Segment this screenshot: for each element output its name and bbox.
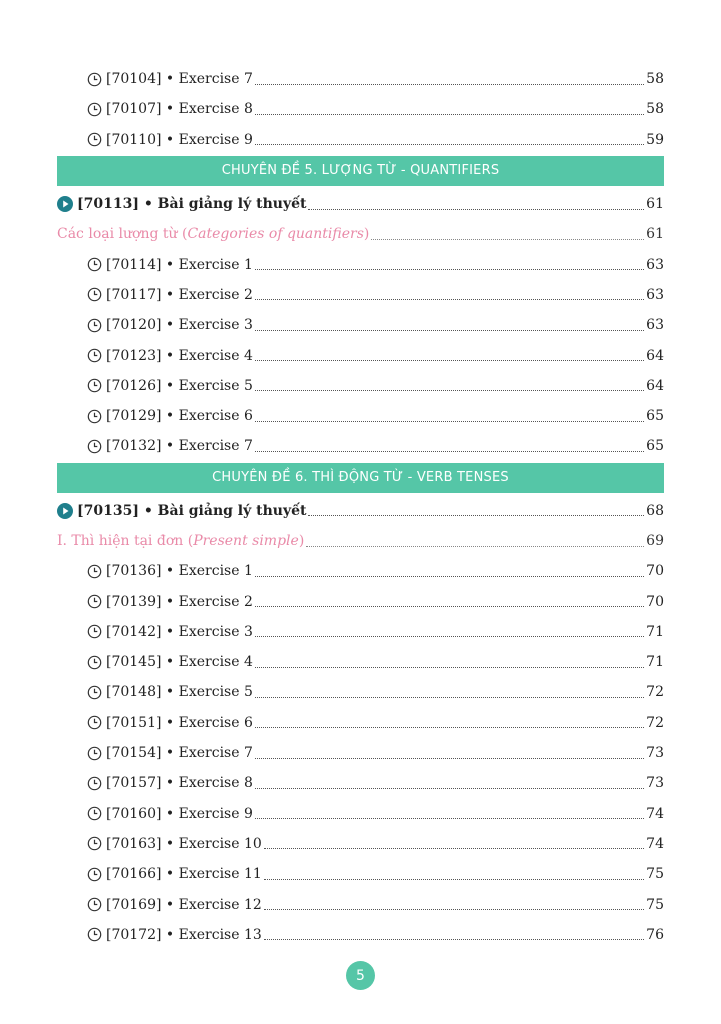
entry-separator: • xyxy=(161,745,179,762)
entry-label: Exercise 9 xyxy=(178,131,253,148)
clock-icon xyxy=(87,867,102,882)
entry-separator: • xyxy=(161,438,179,455)
entry-page-number: 74 xyxy=(646,835,664,852)
entry-code: [70117] xyxy=(106,286,162,303)
entry-title xyxy=(106,897,262,913)
dot-leader xyxy=(264,909,644,910)
entry-separator: • xyxy=(161,805,179,822)
clock-icon xyxy=(87,806,102,821)
entry-title xyxy=(77,196,306,212)
dot-leader xyxy=(264,848,644,849)
entry-page-number: 75 xyxy=(646,896,664,913)
entry-page-number: 73 xyxy=(646,775,664,792)
entry-label: Exercise 9 xyxy=(178,805,253,822)
toc-exercise-entry[interactable] xyxy=(57,799,664,829)
clock-icon xyxy=(87,927,102,942)
entry-title xyxy=(106,408,253,424)
dot-leader xyxy=(255,114,644,115)
toc-exercise-entry[interactable] xyxy=(57,94,664,124)
dot-leader xyxy=(255,606,644,607)
toc-exercise-entry[interactable] xyxy=(57,586,664,616)
entry-page-number: 72 xyxy=(646,684,664,701)
entry-label-end: ) xyxy=(298,533,305,549)
entry-page-number: 76 xyxy=(646,926,664,943)
toc-exercise-entry[interactable] xyxy=(57,708,664,738)
toc-exercise-entry[interactable] xyxy=(57,340,664,370)
entry-separator: • xyxy=(161,377,179,394)
toc-exercise-entry[interactable] xyxy=(57,617,664,647)
entry-code: [70169] xyxy=(106,896,162,913)
dot-leader xyxy=(255,576,644,577)
entry-code: [70145] xyxy=(106,654,162,671)
clock-icon xyxy=(87,409,102,424)
toc-exercise-entry[interactable] xyxy=(57,556,664,586)
entry-separator: • xyxy=(161,775,179,792)
dot-leader xyxy=(255,636,644,637)
play-video-icon xyxy=(57,196,73,212)
entry-label: Exercise 1 xyxy=(178,563,253,580)
section-header: CHUYÊN ĐỀ 6. THÌ ĐỘNG TỪ - VERB TENSES xyxy=(57,463,664,493)
entry-page-number: 65 xyxy=(646,438,664,455)
dot-leader xyxy=(255,727,644,728)
clock-icon xyxy=(87,439,102,454)
entry-code: [70132] xyxy=(106,438,162,455)
entry-page-number: 58 xyxy=(646,101,664,118)
entry-separator: • xyxy=(161,101,179,118)
dot-leader xyxy=(255,144,644,145)
entry-title xyxy=(106,715,253,731)
dot-leader xyxy=(371,239,644,240)
toc-exercise-entry[interactable] xyxy=(57,889,664,919)
entry-code: [70157] xyxy=(106,775,162,792)
entry-label: I. Thì hiện tại đơn ( xyxy=(57,533,194,549)
entry-separator: • xyxy=(138,196,158,213)
clock-icon xyxy=(87,102,102,117)
entry-label: Bài giảng lý thuyết xyxy=(157,502,307,519)
entry-code: [70148] xyxy=(106,684,162,701)
entry-page-number: 72 xyxy=(646,714,664,731)
clock-icon xyxy=(87,655,102,670)
entry-label: Exercise 5 xyxy=(178,377,253,394)
entry-page-number: 65 xyxy=(646,408,664,425)
entry-title xyxy=(106,624,253,640)
entry-title xyxy=(57,226,369,242)
entry-separator: • xyxy=(161,866,179,883)
entry-label: Exercise 11 xyxy=(178,866,262,883)
entry-code: [70114] xyxy=(106,256,162,273)
entry-label: Exercise 12 xyxy=(178,896,262,913)
entry-separator: • xyxy=(161,684,179,701)
entry-page-number: 63 xyxy=(646,286,664,303)
entry-page-number: 64 xyxy=(646,347,664,364)
entry-page-number: 71 xyxy=(646,654,664,671)
dot-leader xyxy=(264,879,644,880)
toc-exercise-entry[interactable] xyxy=(57,738,664,768)
page-number-badge: 5 xyxy=(346,961,375,990)
entry-code: [70136] xyxy=(106,563,162,580)
entry-separator: • xyxy=(161,256,179,273)
entry-title xyxy=(106,101,253,117)
entry-title xyxy=(106,257,253,273)
entry-title xyxy=(106,287,253,303)
dot-leader xyxy=(308,515,644,516)
entry-title xyxy=(106,927,262,943)
toc-exercise-entry[interactable] xyxy=(57,401,664,431)
toc-lecture-entry[interactable] xyxy=(57,189,664,219)
entry-code: [70160] xyxy=(106,805,162,822)
entry-separator: • xyxy=(161,317,179,334)
dot-leader xyxy=(255,421,644,422)
entry-label: Exercise 2 xyxy=(178,593,253,610)
entry-title xyxy=(106,654,253,670)
entry-title xyxy=(106,775,253,791)
entry-label: Exercise 7 xyxy=(178,438,253,455)
entry-code: [70154] xyxy=(106,745,162,762)
dot-leader xyxy=(255,451,644,452)
entry-title xyxy=(106,132,253,148)
entry-code: [70107] xyxy=(106,101,162,118)
entry-label: Bài giảng lý thuyết xyxy=(157,196,307,213)
entry-page-number: 61 xyxy=(646,226,664,243)
dot-leader xyxy=(264,939,644,940)
entry-separator: • xyxy=(161,131,179,148)
entry-label: Exercise 13 xyxy=(178,926,262,943)
entry-title xyxy=(106,378,253,394)
entry-label-english: Present simple xyxy=(193,533,299,549)
entry-page-number: 59 xyxy=(646,131,664,148)
entry-label-end: ) xyxy=(363,226,370,243)
toc-exercise-entry[interactable] xyxy=(57,64,664,94)
entry-separator: • xyxy=(161,926,179,943)
toc-exercise-entry[interactable] xyxy=(57,768,664,798)
clock-icon xyxy=(87,715,102,730)
entry-code: [70110] xyxy=(106,131,162,148)
clock-icon xyxy=(87,594,102,609)
entry-title xyxy=(57,533,304,549)
clock-icon xyxy=(87,836,102,851)
entry-code: [70113] xyxy=(77,196,139,213)
entry-title xyxy=(106,563,253,579)
entry-separator: • xyxy=(161,714,179,731)
clock-icon xyxy=(87,685,102,700)
entry-page-number: 70 xyxy=(646,593,664,610)
entry-title xyxy=(106,317,253,333)
entry-page-number: 71 xyxy=(646,623,664,640)
clock-icon xyxy=(87,318,102,333)
dot-leader xyxy=(255,390,644,391)
entry-label: Exercise 10 xyxy=(178,835,262,852)
entry-page-number: 64 xyxy=(646,377,664,394)
clock-icon xyxy=(87,348,102,363)
entry-code: [70104] xyxy=(106,71,162,88)
entry-separator: • xyxy=(138,502,158,519)
dot-leader xyxy=(255,818,644,819)
toc-lecture-entry[interactable] xyxy=(57,496,664,526)
entry-title xyxy=(106,438,253,454)
entry-separator: • xyxy=(161,593,179,610)
entry-code: [70129] xyxy=(106,408,162,425)
entry-label: Exercise 6 xyxy=(178,408,253,425)
clock-icon xyxy=(87,746,102,761)
toc-exercise-entry[interactable] xyxy=(57,647,664,677)
entry-code: [70151] xyxy=(106,714,162,731)
entry-title xyxy=(106,71,253,87)
clock-icon xyxy=(87,257,102,272)
entry-label: Exercise 4 xyxy=(178,347,253,364)
entry-label: Exercise 2 xyxy=(178,286,253,303)
table-of-contents xyxy=(57,64,664,950)
entry-separator: • xyxy=(161,563,179,580)
clock-icon xyxy=(87,132,102,147)
entry-page-number: 69 xyxy=(646,533,664,549)
entry-title xyxy=(77,503,306,519)
entry-label: Exercise 6 xyxy=(178,714,253,731)
entry-code: [70163] xyxy=(106,835,162,852)
play-video-icon xyxy=(57,503,73,519)
toc-subsection-entry[interactable] xyxy=(57,526,664,556)
entry-label-english: Categories of quantifiers xyxy=(187,226,364,243)
entry-code: [70142] xyxy=(106,623,162,640)
clock-icon xyxy=(87,378,102,393)
entry-title xyxy=(106,594,253,610)
entry-separator: • xyxy=(161,347,179,364)
entry-page-number: 63 xyxy=(646,256,664,273)
entry-page-number: 75 xyxy=(646,866,664,883)
dot-leader xyxy=(255,84,644,85)
entry-code: [70166] xyxy=(106,866,162,883)
entry-page-number: 74 xyxy=(646,805,664,822)
entry-title xyxy=(106,806,253,822)
clock-icon xyxy=(87,287,102,302)
entry-code: [70120] xyxy=(106,317,162,334)
toc-exercise-entry[interactable] xyxy=(57,249,664,279)
entry-label: Exercise 1 xyxy=(178,256,253,273)
entry-label: Exercise 5 xyxy=(178,684,253,701)
toc-exercise-entry[interactable] xyxy=(57,125,664,155)
entry-label: Exercise 7 xyxy=(178,745,253,762)
entry-separator: • xyxy=(161,623,179,640)
toc-exercise-entry[interactable] xyxy=(57,859,664,889)
entry-page-number: 68 xyxy=(646,502,664,519)
dot-leader xyxy=(255,788,644,789)
toc-exercise-entry[interactable] xyxy=(57,431,664,461)
entry-separator: • xyxy=(161,896,179,913)
entry-label: Exercise 3 xyxy=(178,317,253,334)
entry-label: Exercise 3 xyxy=(178,623,253,640)
dot-leader xyxy=(255,667,644,668)
entry-label: Exercise 8 xyxy=(178,775,253,792)
toc-subsection-entry[interactable] xyxy=(57,219,664,249)
entry-separator: • xyxy=(161,408,179,425)
entry-code: [70139] xyxy=(106,593,162,610)
toc-exercise-entry[interactable] xyxy=(57,310,664,340)
toc-exercise-entry[interactable] xyxy=(57,920,664,950)
entry-label: Các loại lượng từ ( xyxy=(57,226,188,243)
entry-page-number: 61 xyxy=(646,196,664,213)
entry-page-number: 73 xyxy=(646,745,664,762)
dot-leader xyxy=(255,758,644,759)
entry-code: [70135] xyxy=(77,502,139,519)
entry-title xyxy=(106,836,262,852)
clock-icon xyxy=(87,624,102,639)
entry-page-number: 58 xyxy=(646,71,664,88)
entry-page-number: 63 xyxy=(646,317,664,334)
toc-exercise-entry[interactable] xyxy=(57,829,664,859)
dot-leader xyxy=(306,546,644,547)
entry-label: Exercise 8 xyxy=(178,101,253,118)
toc-exercise-entry[interactable] xyxy=(57,371,664,401)
toc-exercise-entry[interactable] xyxy=(57,677,664,707)
entry-code: [70172] xyxy=(106,926,162,943)
entry-separator: • xyxy=(161,835,179,852)
clock-icon xyxy=(87,72,102,87)
entry-title xyxy=(106,745,253,761)
dot-leader xyxy=(255,360,644,361)
entry-separator: • xyxy=(161,654,179,671)
clock-icon xyxy=(87,776,102,791)
section-header: CHUYÊN ĐỀ 5. LƯỢNG TỪ - QUANTIFIERS xyxy=(57,156,664,186)
entry-label: Exercise 7 xyxy=(178,71,253,88)
entry-code: [70123] xyxy=(106,347,162,364)
dot-leader xyxy=(255,299,644,300)
clock-icon xyxy=(87,897,102,912)
entry-title xyxy=(106,348,253,364)
entry-code: [70126] xyxy=(106,377,162,394)
dot-leader xyxy=(255,269,644,270)
entry-separator: • xyxy=(161,71,179,88)
dot-leader xyxy=(308,209,644,210)
entry-title xyxy=(106,866,262,882)
entry-label: Exercise 4 xyxy=(178,654,253,671)
entry-title xyxy=(106,684,253,700)
clock-icon xyxy=(87,564,102,579)
toc-exercise-entry[interactable] xyxy=(57,280,664,310)
dot-leader xyxy=(255,330,644,331)
entry-separator: • xyxy=(161,286,179,303)
entry-page-number: 70 xyxy=(646,563,664,580)
dot-leader xyxy=(255,697,644,698)
